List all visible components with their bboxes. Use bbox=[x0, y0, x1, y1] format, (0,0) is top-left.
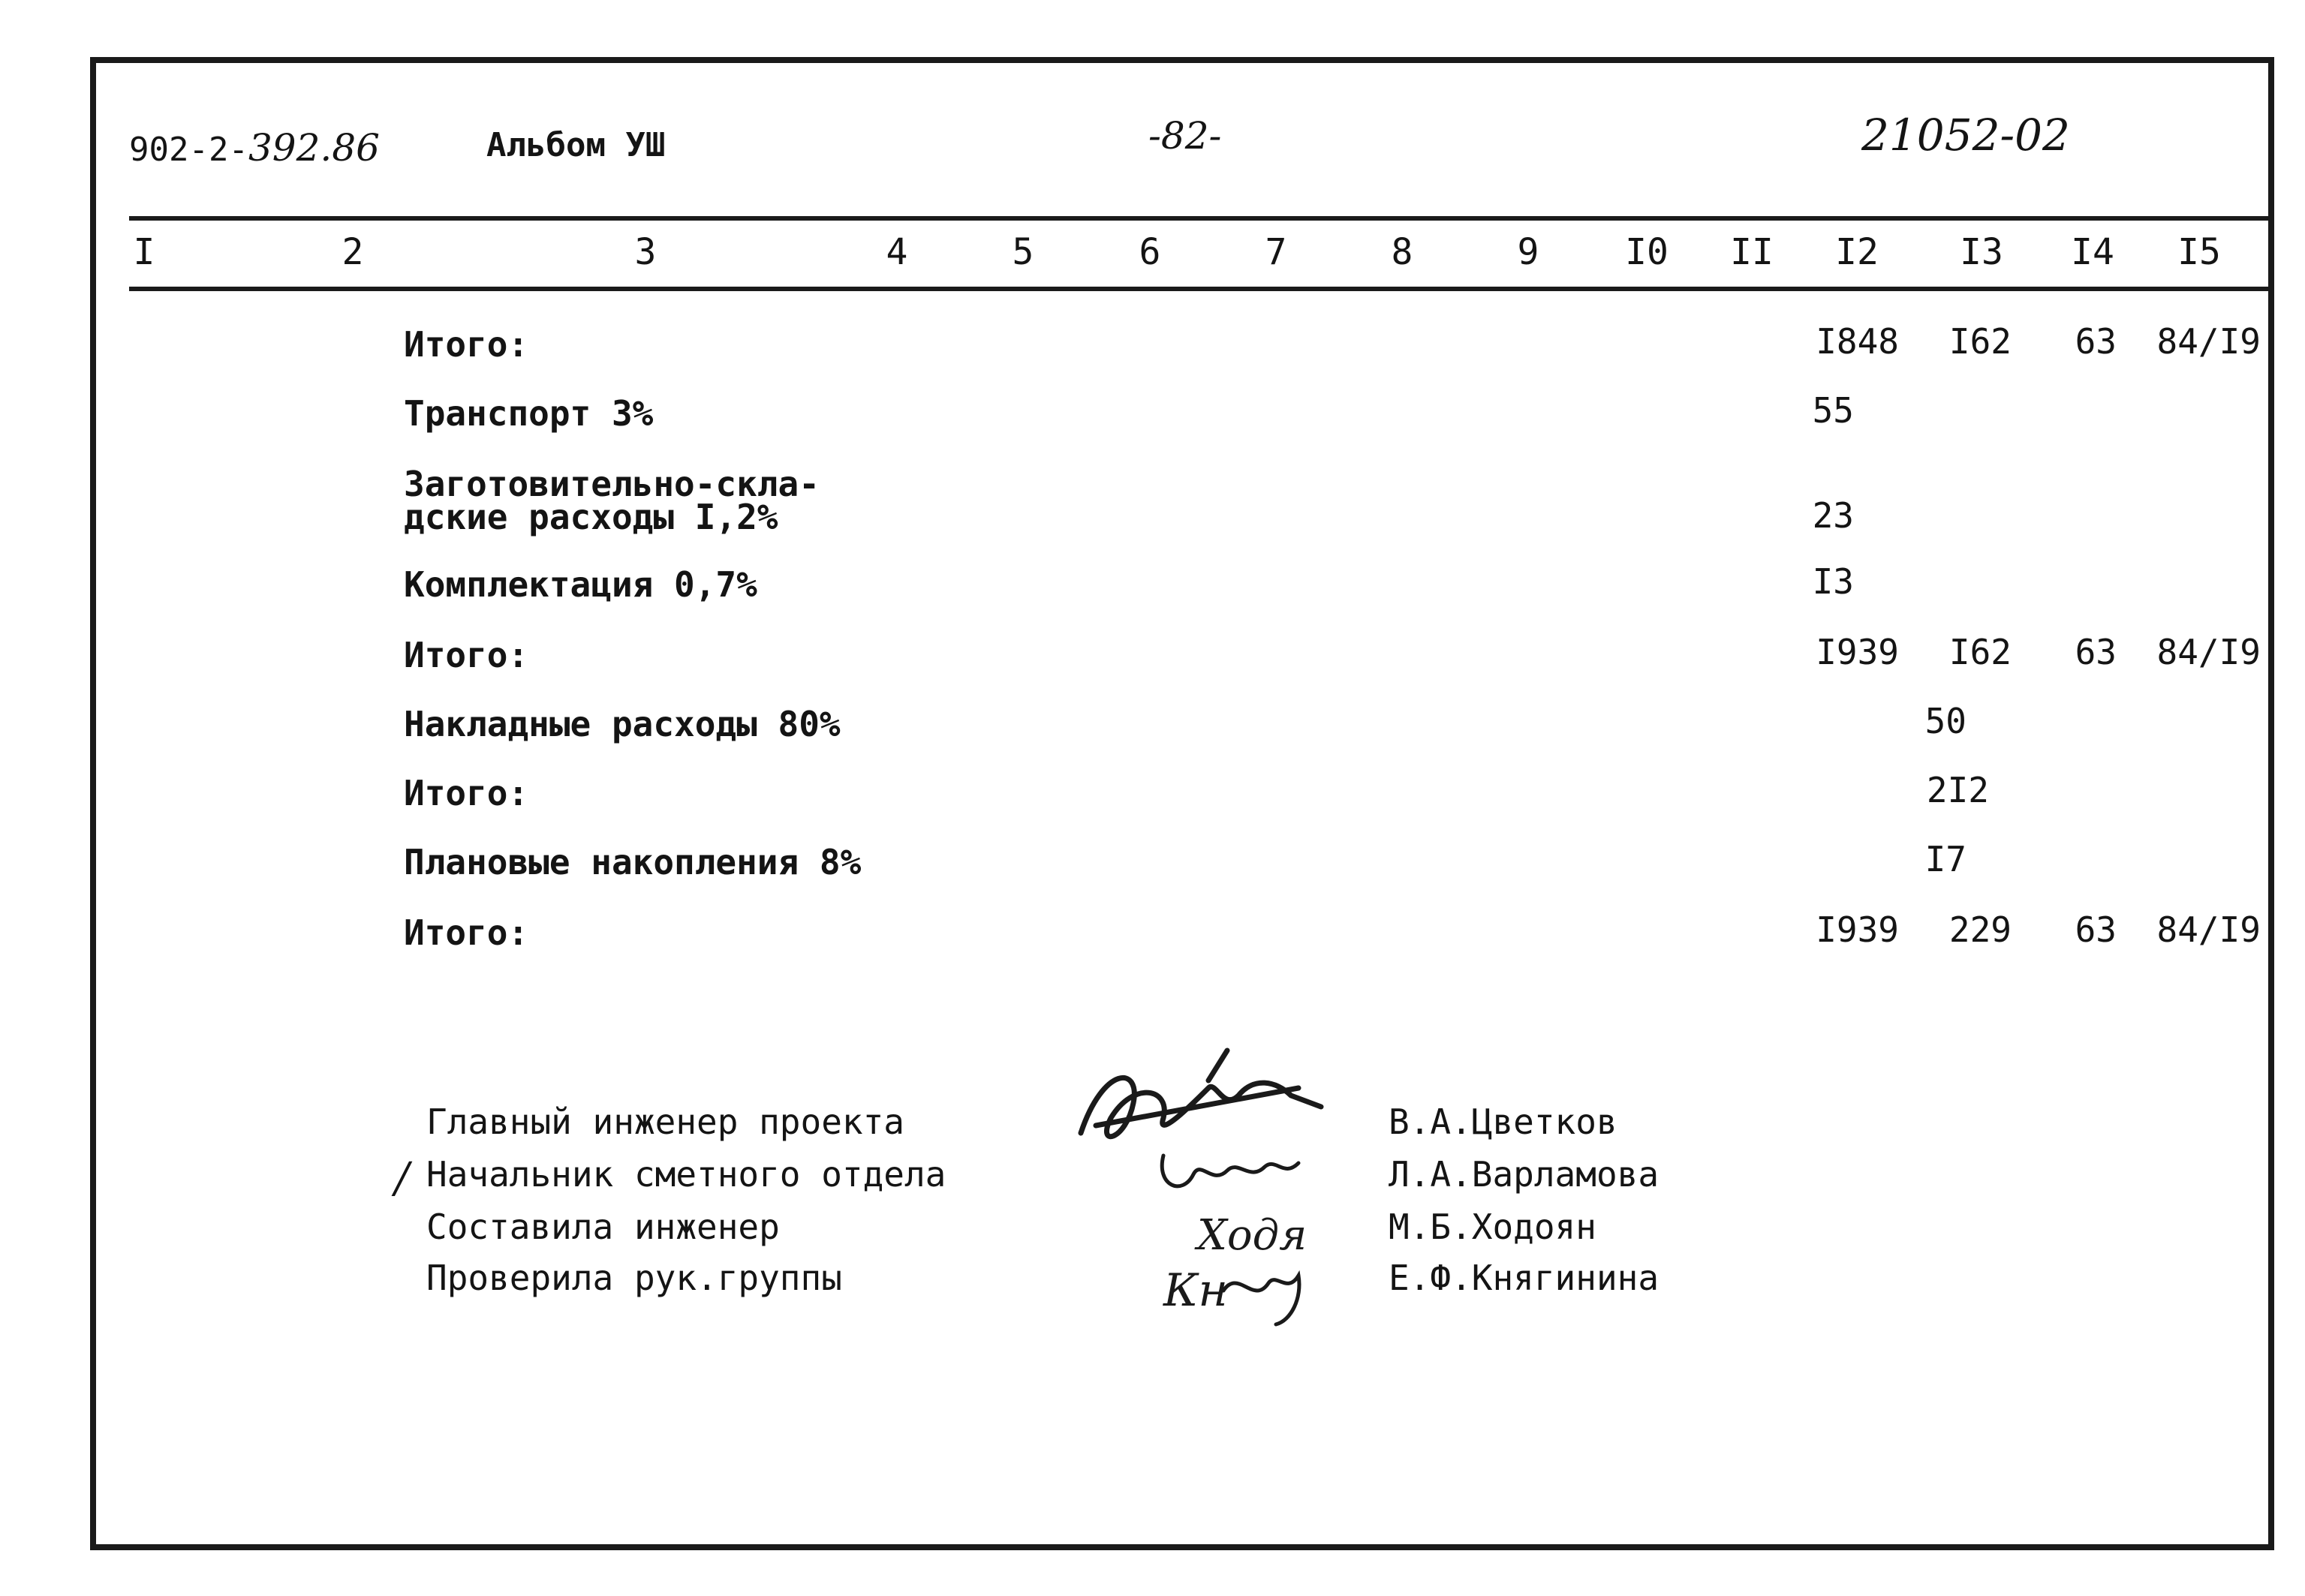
row-label: Заготовительно-скла- bbox=[404, 464, 820, 504]
cell-col13: 50 bbox=[1924, 701, 1966, 741]
cell-col14: 63 bbox=[2075, 321, 2117, 362]
signature-name: В.А.Цветков bbox=[1389, 1102, 1617, 1142]
column-number: II bbox=[1730, 231, 1774, 273]
doc-code-handwritten: 392.86 bbox=[248, 126, 380, 170]
column-number: 8 bbox=[1391, 231, 1413, 273]
page-number: -82- bbox=[1148, 114, 1222, 158]
doc-number: 21052-02 bbox=[1861, 110, 2070, 161]
signature-role: Составила инженер bbox=[426, 1207, 780, 1247]
cell-col12: I939 bbox=[1816, 909, 1899, 950]
signature-scribble: Кн bbox=[1163, 1264, 1228, 1317]
signature-name: Е.Ф.Княгинина bbox=[1389, 1258, 1660, 1298]
column-number: 6 bbox=[1139, 231, 1161, 273]
column-number: 9 bbox=[1517, 231, 1539, 273]
column-number: 3 bbox=[634, 231, 657, 273]
cell-col13: I7 bbox=[1924, 839, 1966, 879]
cell-col15: 84/I9 bbox=[2156, 321, 2261, 362]
cell-col12: I848 bbox=[1816, 321, 1899, 362]
column-number: 5 bbox=[1012, 231, 1034, 273]
cell-col12: 55 bbox=[1812, 390, 1854, 431]
column-number: I3 bbox=[1960, 231, 2003, 273]
row-label-continued: дские расходы I,2% bbox=[404, 497, 778, 537]
column-number: I0 bbox=[1625, 231, 1669, 273]
header-rule-top bbox=[129, 216, 2268, 221]
cell-col13: 229 bbox=[1948, 909, 2012, 950]
row-label: Итого: bbox=[404, 324, 529, 365]
cell-col12: 23 bbox=[1812, 495, 1854, 536]
signature-scribble: Ходя bbox=[1197, 1211, 1307, 1260]
row-label: Накладные расходы 80% bbox=[404, 704, 841, 744]
signature-role: Начальник сметного отдела bbox=[426, 1154, 946, 1195]
column-number: 2 bbox=[342, 231, 364, 273]
row-label: Плановые накопления 8% bbox=[404, 842, 862, 882]
signature-role: Главный инженер проекта bbox=[426, 1102, 904, 1142]
signature-role: Проверила рук.группы bbox=[426, 1258, 842, 1298]
cell-col15: 84/I9 bbox=[2156, 632, 2261, 672]
cell-col14: 63 bbox=[2075, 632, 2117, 672]
margin-mark: / bbox=[395, 1154, 409, 1203]
column-number: 4 bbox=[886, 231, 908, 273]
cell-col15: 84/I9 bbox=[2156, 909, 2261, 950]
column-number: 7 bbox=[1265, 231, 1287, 273]
column-number: I bbox=[133, 231, 155, 273]
header-rule-bottom bbox=[129, 287, 2268, 291]
row-label: Транспорт 3% bbox=[404, 393, 654, 434]
cell-col13: I62 bbox=[1948, 321, 2012, 362]
cell-col13: I62 bbox=[1948, 632, 2012, 672]
cell-col12: I939 bbox=[1816, 632, 1899, 672]
signature-name: М.Б.Ходоян bbox=[1389, 1207, 1596, 1247]
signature-name: Л.А.Варламова bbox=[1389, 1154, 1660, 1195]
column-number: I4 bbox=[2071, 231, 2114, 273]
cell-col13: 2I2 bbox=[1926, 770, 1989, 810]
row-label: Итого: bbox=[404, 912, 529, 953]
album-title: Альбом УШ bbox=[486, 126, 666, 164]
row-label: Итого: bbox=[404, 773, 529, 813]
row-label: Итого: bbox=[404, 635, 529, 675]
column-number: I5 bbox=[2177, 231, 2221, 273]
handwritten-signatures bbox=[1051, 1035, 1366, 1336]
column-number: I2 bbox=[1835, 231, 1879, 273]
cell-col14: 63 bbox=[2075, 909, 2117, 950]
doc-code: 902-2-392.86 bbox=[129, 126, 380, 170]
row-label: Комплектация 0,7% bbox=[404, 564, 757, 605]
cell-col12: I3 bbox=[1812, 561, 1854, 602]
